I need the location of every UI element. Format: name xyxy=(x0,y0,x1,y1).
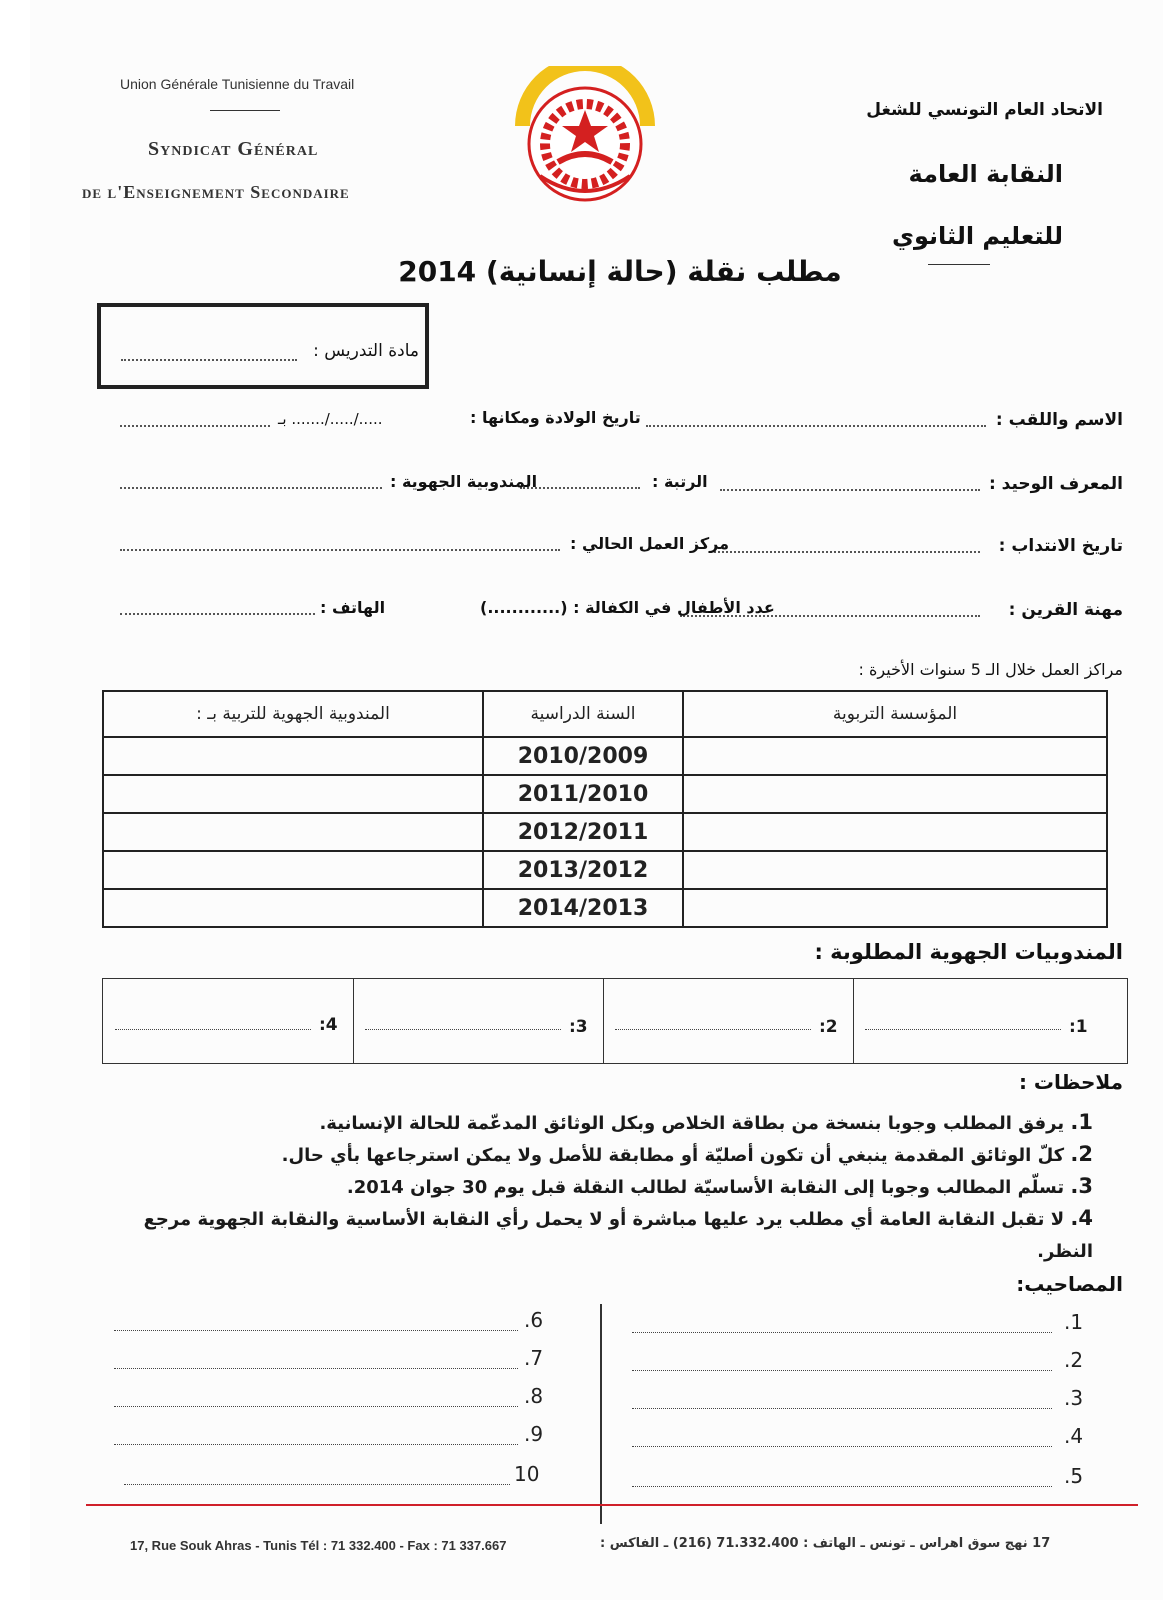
attachment-field[interactable] xyxy=(124,1484,510,1485)
region-label-1: :1 xyxy=(1069,1017,1088,1037)
institution-cell[interactable] xyxy=(683,737,1107,775)
birth-place-field[interactable] xyxy=(120,425,270,427)
regional-label: المندوبية الجهوية : xyxy=(390,472,538,491)
attachments-title: المصاحيب: xyxy=(1016,1272,1123,1296)
region-field-3[interactable] xyxy=(365,1029,561,1030)
attachment-number: 10 xyxy=(514,1462,540,1486)
year-cell: 2014/2013 xyxy=(483,889,683,927)
attachment-number: .2 xyxy=(1064,1348,1084,1372)
attachment-field[interactable] xyxy=(632,1446,1052,1447)
note-item xyxy=(113,1170,1093,1204)
divider xyxy=(853,979,854,1063)
recruit-date-field[interactable] xyxy=(710,551,980,553)
ar-syndicat: النقابة العامة xyxy=(908,160,1063,188)
region-field-2[interactable] xyxy=(615,1029,811,1030)
year-cell: 2012/2011 xyxy=(483,813,683,851)
table-row xyxy=(103,737,1107,775)
note-text: يرفق المطلب وجوبا بنسخة من بطاقة الخلاص وبكل الوثائق المدعّمة للحالة الإنسانية. xyxy=(319,1113,1065,1134)
attachment-number: .6 xyxy=(524,1308,544,1332)
region-label-3: :3 xyxy=(569,1017,588,1037)
fr-union-name: Union Générale Tunisienne du Travail xyxy=(120,76,355,92)
subject-box xyxy=(97,303,429,389)
attachment-number: .5 xyxy=(1064,1464,1084,1488)
attachment-number: .3 xyxy=(1064,1386,1084,1410)
note-item xyxy=(113,1138,1093,1172)
attachment-field[interactable] xyxy=(632,1486,1052,1487)
rank-field[interactable] xyxy=(520,487,640,489)
spouse-job-label: مهنة القرين : xyxy=(1008,600,1123,620)
regional-cell[interactable] xyxy=(103,813,483,851)
phone-field[interactable] xyxy=(120,613,315,615)
union-logo-icon xyxy=(510,66,660,206)
footer-arabic: 17 نهج سوق اهراس ـ تونس ـ الهاتف : 71.332.400 (216) ـ الفاكس : xyxy=(600,1536,1051,1551)
children-label: عدد الأطفال في الكفالة : (............) xyxy=(480,598,775,617)
table-row xyxy=(103,813,1107,851)
year-cell: 2010/2009 xyxy=(483,737,683,775)
attachments-divider xyxy=(600,1304,602,1524)
table-row xyxy=(103,775,1107,813)
note-text: كلّ الوثائق المقدمة ينبغي أن تكون أصليّة أو مطابقة للأصل ولا يمكن استرجاعها بأي حال. xyxy=(281,1145,1065,1166)
birth-label: تاريخ الولادة ومكانها : xyxy=(470,408,641,427)
subject-field[interactable] xyxy=(121,359,297,361)
table-row xyxy=(103,851,1107,889)
attachment-field[interactable] xyxy=(632,1408,1052,1409)
institution-cell[interactable] xyxy=(683,775,1107,813)
note-number: 3. xyxy=(1070,1174,1093,1198)
footer-french: 17, Rue Souk Ahras - Tunis Tél : 71 332.400 - Fax : 71 337.667 xyxy=(130,1538,507,1553)
header-year: السنة الدراسية xyxy=(483,691,683,737)
attachment-field[interactable] xyxy=(114,1444,518,1445)
attachment-field[interactable] xyxy=(114,1330,518,1331)
fr-syndicat-line-1: Syndicat Général xyxy=(148,138,319,160)
unique-id-field[interactable] xyxy=(720,489,980,491)
region-field-1[interactable] xyxy=(865,1029,1061,1030)
note-item xyxy=(113,1106,1093,1140)
region-label-4: :4 xyxy=(319,1015,338,1035)
year-cell: 2011/2010 xyxy=(483,775,683,813)
divider xyxy=(603,979,604,1063)
fr-syndicat-line-2: de l'Enseignement Secondaire xyxy=(82,182,350,202)
union-logo xyxy=(510,66,660,206)
regional-field[interactable] xyxy=(120,487,382,489)
attachment-field[interactable] xyxy=(632,1332,1052,1333)
attachment-field[interactable] xyxy=(632,1370,1052,1371)
regional-cell[interactable] xyxy=(103,851,483,889)
institution-cell[interactable] xyxy=(683,851,1107,889)
notes-title: ملاحظات : xyxy=(1018,1070,1123,1094)
attachment-number: .8 xyxy=(524,1384,544,1408)
attachment-number: .9 xyxy=(524,1422,544,1446)
divider xyxy=(928,264,990,265)
form-page xyxy=(30,0,1163,1600)
year-cell: 2013/2012 xyxy=(483,851,683,889)
work-centers-table xyxy=(102,690,1108,928)
requested-regions-title: المندوبيات الجهوية المطلوبة : xyxy=(814,940,1123,964)
name-label: الاسم واللقب : xyxy=(995,410,1123,430)
ar-secondary: للتعليم الثانوي xyxy=(891,222,1063,250)
recruit-date-label: تاريخ الانتداب : xyxy=(998,536,1123,556)
centers-caption: مراكز العمل خلال الـ 5 سنوات الأخيرة : xyxy=(858,660,1123,679)
current-work-label: مركز العمل الحالي : xyxy=(570,534,729,553)
attachment-number: .7 xyxy=(524,1346,544,1370)
current-work-field[interactable] xyxy=(120,549,560,551)
note-number: 1. xyxy=(1070,1110,1093,1134)
requested-regions-box xyxy=(102,978,1128,1064)
subject-label: مادة التدريس : xyxy=(313,341,419,361)
name-field[interactable] xyxy=(646,425,986,427)
form-title: مطلب نقلة (حالة إنسانية) 2014 xyxy=(398,255,842,288)
regional-cell[interactable] xyxy=(103,775,483,813)
header-institution: المؤسسة التربوية xyxy=(683,691,1107,737)
institution-cell[interactable] xyxy=(683,813,1107,851)
regional-cell[interactable] xyxy=(103,889,483,927)
note-text: تسلّم المطالب وجوبا إلى النقابة الأساسيّة لطالب النقلة قبل يوم 30 جوان 2014. xyxy=(346,1177,1065,1198)
phone-label: الهاتف : xyxy=(320,598,386,617)
divider xyxy=(210,110,280,111)
footer-rule xyxy=(86,1504,1138,1506)
birth-date-placeholder[interactable]: ...../...../....... بـ xyxy=(278,410,383,428)
unique-id-label: المعرف الوحيد : xyxy=(988,474,1123,494)
table-row xyxy=(103,889,1107,927)
attachment-number: .4 xyxy=(1064,1424,1084,1448)
note-number: 2. xyxy=(1070,1142,1093,1166)
ar-union-name: الاتحاد العام التونسي للشغل xyxy=(866,100,1103,120)
institution-cell[interactable] xyxy=(683,889,1107,927)
regional-cell[interactable] xyxy=(103,737,483,775)
note-item xyxy=(113,1202,1093,1268)
note-text: لا تقبل النقابة العامة أي مطلب يرد عليها مباشرة أو لا يحمل رأي النقابة الأساسية والنقابة الجهوية مرجع النظر. xyxy=(143,1209,1093,1262)
attachment-number: .1 xyxy=(1064,1310,1084,1334)
region-label-2: :2 xyxy=(819,1017,838,1037)
divider xyxy=(353,979,354,1063)
note-number: 4. xyxy=(1070,1206,1093,1230)
header-regional: المندوبية الجهوية للتربية بـ : xyxy=(103,691,483,737)
attachment-field[interactable] xyxy=(114,1406,518,1407)
attachment-field[interactable] xyxy=(114,1368,518,1369)
region-field-4[interactable] xyxy=(115,1029,311,1030)
rank-label: الرتبة : xyxy=(652,472,708,491)
